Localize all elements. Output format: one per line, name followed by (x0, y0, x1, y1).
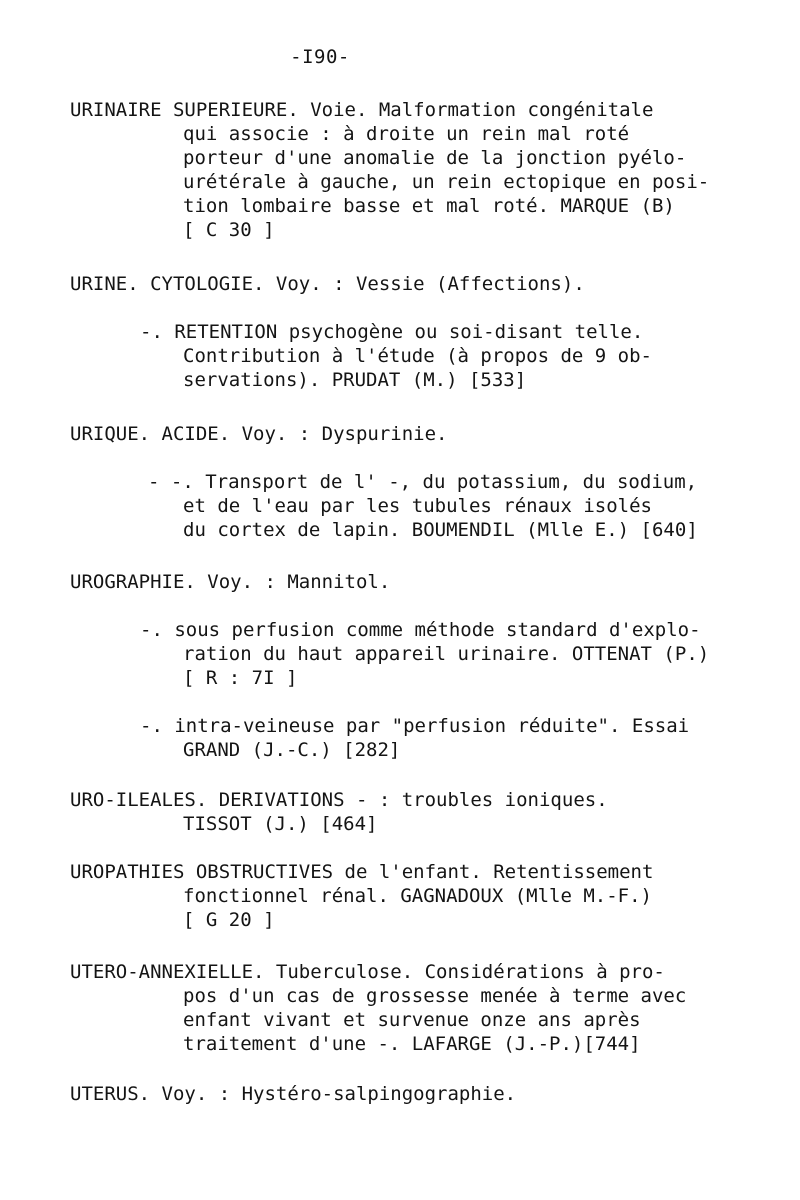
entry-text-line: porteur d'une anomalie de la jonction pyélo- (183, 147, 687, 169)
index-entry (0, 422, 800, 446)
entry-text-line: fonctionnel rénal. GAGNADOUX (Mlle M.-F.) (183, 885, 652, 907)
entry-heading-line: UTERO-ANNEXIELLE. Tuberculose. Considérations à pro- (70, 961, 665, 983)
entry-heading-line: - -. Transport de l' -, du potassium, du sodium, (148, 471, 698, 493)
index-entry (0, 272, 800, 296)
entry-heading-line: URIQUE. ACIDE. Voy. : Dyspurinie. (70, 423, 448, 445)
entry-reference: [ C 30 ] (183, 219, 275, 241)
entry-text-line: pos d'un cas de grossesse menée à terme avec (183, 985, 687, 1007)
entry-text-line: GRAND (J.-C.) [282] (183, 739, 401, 761)
index-entry (0, 1082, 800, 1106)
index-entry (0, 788, 800, 836)
entry-text-line: ration du haut appareil urinaire. OTTENAT (P.) (183, 643, 710, 665)
index-entry (0, 960, 800, 1056)
entry-heading-line: -. intra-veineuse par "perfusion réduite". Essai (140, 715, 690, 737)
entry-text-line: enfant vivant et survenue onze ans après (183, 1009, 641, 1031)
entry-heading-line: UROPATHIES OBSTRUCTIVES de l'enfant. Retentissement (70, 861, 654, 883)
index-subentry (0, 714, 800, 762)
entry-text-line: TISSOT (J.) [464] (183, 813, 378, 835)
index-subentry (0, 470, 800, 542)
entry-reference: [ G 20 ] (183, 909, 275, 931)
entry-heading-line: URINAIRE SUPERIEURE. Voie. Malformation congénitale (70, 99, 654, 121)
entry-heading-line: URO-ILEALES. DERIVATIONS - : troubles ioniques. (70, 789, 608, 811)
index-subentry (0, 320, 800, 392)
page-number: -I90- (290, 46, 350, 68)
entry-reference: [ R : 7I ] (183, 667, 298, 689)
entry-text-line: qui associe : à droite un rein mal roté (183, 123, 630, 145)
entry-heading-line: URINE. CYTOLOGIE. Voy. : Vessie (Affections). (70, 273, 585, 295)
entry-text-line: du cortex de lapin. BOUMENDIL (Mlle E.) [640] (183, 519, 698, 541)
entry-heading-line: -. sous perfusion comme méthode standard d'explo- (140, 619, 701, 641)
index-entry (0, 98, 800, 242)
entry-text-line: Contribution à l'étude (à propos de 9 ob- (183, 345, 652, 367)
entry-text-line: tion lombaire basse et mal roté. MARQUE (B) (183, 195, 675, 217)
index-entry (0, 570, 800, 594)
entry-heading-line: UROGRAPHIE. Voy. : Mannitol. (70, 571, 391, 593)
entry-text-line: traitement d'une -. LAFARGE (J.-P.)[744] (183, 1033, 641, 1055)
entry-heading-line: -. RETENTION psychogène ou soi-disant telle. (140, 321, 644, 343)
index-subentry (0, 618, 800, 690)
entry-text-line: urétérale à gauche, un rein ectopique en posi- (183, 171, 710, 193)
index-entry (0, 860, 800, 932)
entry-text-line: et de l'eau par les tubules rénaux isolés (183, 495, 652, 517)
entry-text-line: servations). PRUDAT (M.) [533] (183, 369, 527, 391)
entry-heading-line: UTERUS. Voy. : Hystéro-salpingographie. (70, 1083, 517, 1105)
